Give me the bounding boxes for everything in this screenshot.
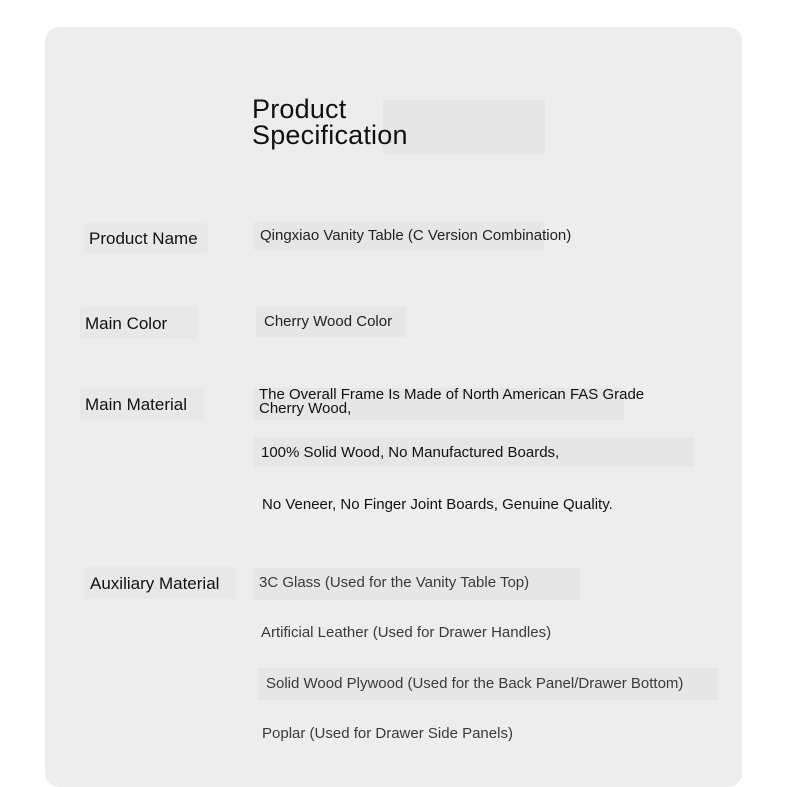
auxiliary-item-3: Solid Wood Plywood (Used for the Back Panel/Drawer Bottom)	[266, 675, 684, 692]
auxiliary-item-2: Artificial Leather (Used for Drawer Handles)	[261, 624, 552, 641]
main-color-label: Main Color	[85, 314, 168, 333]
main-material-line-1: The Overall Frame Is Made of North American FAS Grade	[259, 386, 645, 403]
main-material-line-2: Cherry Wood,	[259, 400, 352, 417]
main-material-line-3: 100% Solid Wood, No Manufactured Boards,	[261, 444, 560, 461]
main-material-label: Main Material	[85, 395, 188, 414]
title-line-2: Specification	[252, 120, 408, 150]
auxiliary-item-4: Poplar (Used for Drawer Side Panels)	[262, 725, 513, 742]
auxiliary-material-label: Auxiliary Material	[90, 574, 220, 593]
page-title	[252, 96, 408, 148]
product-name-value: Qingxiao Vanity Table (C Version Combination)	[260, 227, 572, 244]
auxiliary-item-1: 3C Glass (Used for the Vanity Table Top)	[259, 574, 530, 591]
main-material-line-4: No Veneer, No Finger Joint Boards, Genuine Quality.	[262, 496, 613, 513]
title-line-1: Product	[252, 94, 347, 124]
main-color-value: Cherry Wood Color	[264, 313, 393, 330]
product-name-label: Product Name	[89, 229, 198, 248]
